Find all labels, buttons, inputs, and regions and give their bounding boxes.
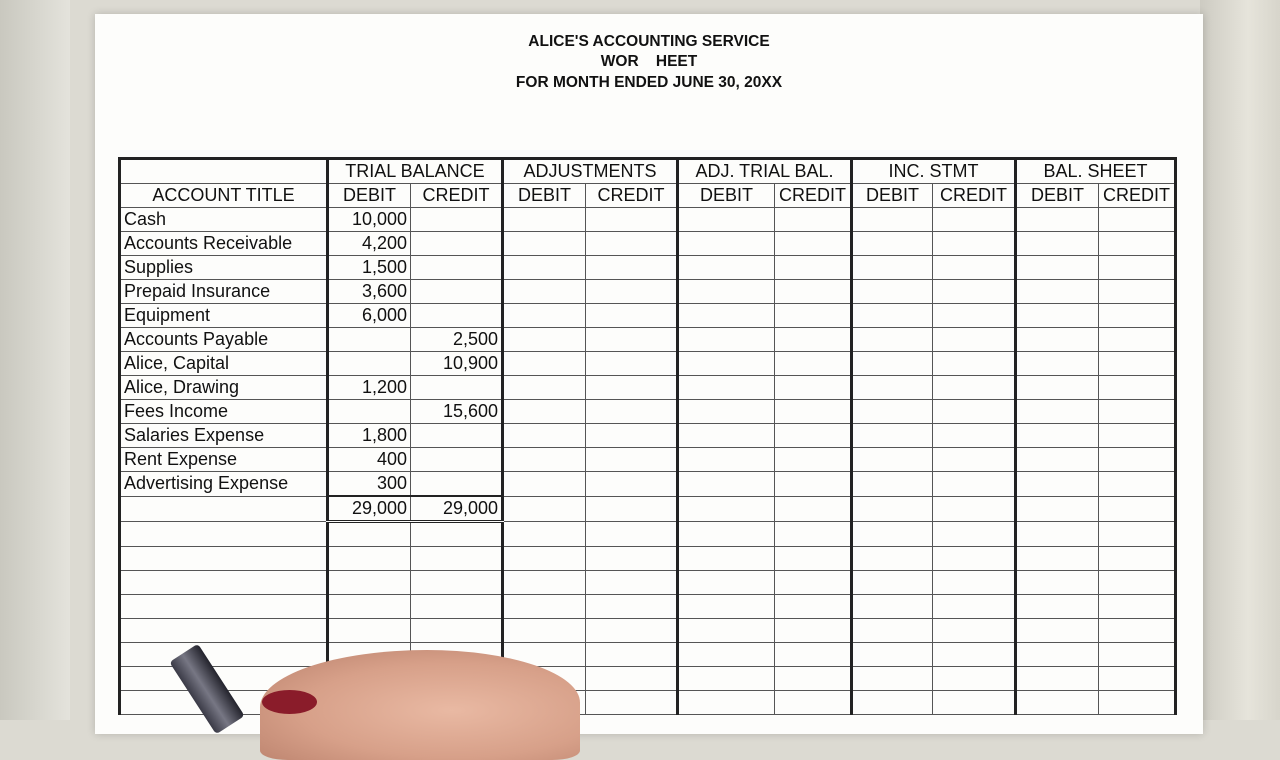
empty-cell — [1016, 571, 1099, 595]
account-title-header-blank — [120, 159, 328, 184]
empty-cell — [328, 522, 411, 547]
trial-balance-credit-cell — [411, 280, 503, 304]
empty-cell — [775, 352, 852, 376]
empty-cell — [1099, 376, 1176, 400]
empty-cell — [852, 496, 933, 522]
empty-cell — [678, 472, 775, 497]
empty-cell — [503, 448, 586, 472]
empty-cell — [586, 472, 678, 497]
empty-cell — [678, 232, 775, 256]
empty-cell — [1099, 400, 1176, 424]
empty-cell — [678, 400, 775, 424]
desk-background-right — [1200, 0, 1280, 720]
empty-cell — [1099, 522, 1176, 547]
blank-row — [120, 595, 1176, 619]
empty-cell — [503, 595, 586, 619]
trial-balance-credit-cell — [411, 208, 503, 232]
empty-cell — [503, 472, 586, 497]
empty-cell — [678, 256, 775, 280]
empty-cell — [503, 256, 586, 280]
empty-cell — [1099, 619, 1176, 643]
empty-cell — [503, 352, 586, 376]
account-title-cell: Advertising Expense — [120, 472, 328, 497]
account-title-cell: Rent Expense — [120, 448, 328, 472]
empty-cell — [411, 571, 503, 595]
trial-balance-debit-cell — [328, 328, 411, 352]
empty-cell — [1099, 208, 1176, 232]
empty-cell — [775, 595, 852, 619]
empty-cell — [852, 208, 933, 232]
account-title-cell: Alice, Capital — [120, 352, 328, 376]
empty-cell — [933, 643, 1016, 667]
empty-cell — [503, 208, 586, 232]
empty-cell — [1016, 352, 1099, 376]
empty-cell — [775, 424, 852, 448]
empty-cell — [120, 496, 328, 522]
empty-cell — [1016, 256, 1099, 280]
empty-cell — [1099, 472, 1176, 497]
empty-cell — [586, 595, 678, 619]
empty-cell — [586, 691, 678, 715]
empty-cell — [1099, 232, 1176, 256]
empty-cell — [1099, 547, 1176, 571]
total-credit-cell: 29,000 — [411, 496, 503, 522]
empty-cell — [586, 424, 678, 448]
empty-cell — [678, 691, 775, 715]
empty-cell — [852, 424, 933, 448]
empty-cell — [328, 571, 411, 595]
debit-header: DEBIT — [503, 184, 586, 208]
blank-row — [120, 643, 1176, 667]
debit-header: DEBIT — [1016, 184, 1099, 208]
table-row — [120, 376, 1176, 400]
trial-balance-debit-cell: 300 — [328, 472, 411, 497]
empty-cell — [678, 424, 775, 448]
empty-cell — [933, 595, 1016, 619]
empty-cell — [775, 667, 852, 691]
table-row — [120, 256, 1176, 280]
table-row — [120, 232, 1176, 256]
trial-balance-credit-cell — [411, 232, 503, 256]
empty-cell — [1099, 691, 1176, 715]
empty-cell — [775, 643, 852, 667]
group-header-adjustments: ADJUSTMENTS — [503, 159, 678, 184]
empty-cell — [678, 328, 775, 352]
empty-cell — [1099, 496, 1176, 522]
account-title-cell: Accounts Payable — [120, 328, 328, 352]
table-row — [120, 280, 1176, 304]
empty-cell — [503, 232, 586, 256]
column-header-row — [120, 184, 1176, 208]
trial-balance-debit-cell: 1,800 — [328, 424, 411, 448]
table-row — [120, 208, 1176, 232]
empty-cell — [775, 619, 852, 643]
empty-cell — [852, 472, 933, 497]
empty-cell — [775, 256, 852, 280]
empty-cell — [1016, 280, 1099, 304]
desk-background-left — [0, 0, 70, 720]
empty-cell — [1016, 522, 1099, 547]
empty-cell — [586, 522, 678, 547]
account-title-cell: Supplies — [120, 256, 328, 280]
empty-cell — [1099, 595, 1176, 619]
empty-cell — [503, 304, 586, 328]
trial-balance-debit-cell: 10,000 — [328, 208, 411, 232]
trial-balance-credit-cell — [411, 448, 503, 472]
group-header-row — [120, 159, 1176, 184]
empty-cell — [586, 400, 678, 424]
empty-cell — [328, 547, 411, 571]
empty-cell — [1016, 400, 1099, 424]
empty-cell — [120, 619, 328, 643]
account-title-cell: Accounts Receivable — [120, 232, 328, 256]
empty-cell — [586, 619, 678, 643]
empty-cell — [586, 376, 678, 400]
empty-cell — [852, 547, 933, 571]
empty-cell — [503, 522, 586, 547]
empty-cell — [933, 208, 1016, 232]
empty-cell — [1099, 448, 1176, 472]
debit-header: DEBIT — [852, 184, 933, 208]
empty-cell — [1016, 376, 1099, 400]
empty-cell — [678, 304, 775, 328]
account-title-header: ACCOUNT TITLE — [120, 184, 328, 208]
trial-balance-debit-cell: 4,200 — [328, 232, 411, 256]
empty-cell — [503, 547, 586, 571]
document-title: WOR HEET — [600, 53, 698, 70]
worksheet-paper — [95, 14, 1203, 734]
empty-cell — [678, 547, 775, 571]
empty-cell — [503, 328, 586, 352]
worksheet-table-container — [118, 157, 1177, 715]
trial-balance-credit-cell: 2,500 — [411, 328, 503, 352]
fingernail-photo-element — [262, 690, 317, 714]
trial-balance-debit-cell: 3,600 — [328, 280, 411, 304]
empty-cell — [586, 280, 678, 304]
empty-cell — [678, 619, 775, 643]
empty-cell — [1016, 328, 1099, 352]
empty-cell — [775, 547, 852, 571]
trial-balance-debit-cell: 1,200 — [328, 376, 411, 400]
empty-cell — [586, 232, 678, 256]
empty-cell — [1016, 304, 1099, 328]
empty-cell — [933, 352, 1016, 376]
empty-cell — [586, 571, 678, 595]
account-title-cell: Fees Income — [120, 400, 328, 424]
empty-cell — [852, 376, 933, 400]
account-title-cell: Equipment — [120, 304, 328, 328]
empty-cell — [586, 328, 678, 352]
trial-balance-debit-cell: 400 — [328, 448, 411, 472]
trial-balance-debit-cell — [328, 400, 411, 424]
empty-cell — [775, 400, 852, 424]
empty-cell — [328, 595, 411, 619]
empty-cell — [1099, 424, 1176, 448]
empty-cell — [586, 304, 678, 328]
empty-cell — [852, 232, 933, 256]
worksheet-table — [118, 157, 1177, 715]
table-row — [120, 472, 1176, 497]
empty-cell — [1099, 643, 1176, 667]
empty-cell — [120, 522, 328, 547]
empty-cell — [775, 304, 852, 328]
empty-cell — [411, 522, 503, 547]
empty-cell — [775, 496, 852, 522]
account-title-cell: Cash — [120, 208, 328, 232]
empty-cell — [586, 352, 678, 376]
empty-cell — [503, 280, 586, 304]
empty-cell — [1099, 667, 1176, 691]
empty-cell — [586, 448, 678, 472]
empty-cell — [503, 400, 586, 424]
empty-cell — [678, 595, 775, 619]
empty-cell — [852, 522, 933, 547]
empty-cell — [775, 208, 852, 232]
empty-cell — [678, 496, 775, 522]
account-title-cell: Salaries Expense — [120, 424, 328, 448]
empty-cell — [852, 352, 933, 376]
empty-cell — [933, 522, 1016, 547]
trial-balance-credit-cell: 10,900 — [411, 352, 503, 376]
empty-cell — [852, 400, 933, 424]
credit-header: CREDIT — [933, 184, 1016, 208]
blank-row — [120, 571, 1176, 595]
empty-cell — [328, 619, 411, 643]
empty-cell — [586, 256, 678, 280]
empty-cell — [586, 496, 678, 522]
empty-cell — [852, 280, 933, 304]
credit-header: CREDIT — [775, 184, 852, 208]
empty-cell — [933, 280, 1016, 304]
empty-cell — [678, 376, 775, 400]
empty-cell — [775, 448, 852, 472]
empty-cell — [933, 232, 1016, 256]
credit-header: CREDIT — [411, 184, 503, 208]
empty-cell — [503, 619, 586, 643]
empty-cell — [775, 328, 852, 352]
empty-cell — [1016, 496, 1099, 522]
empty-cell — [411, 619, 503, 643]
table-row — [120, 328, 1176, 352]
worksheet-body — [120, 208, 1176, 715]
table-row — [120, 424, 1176, 448]
empty-cell — [933, 496, 1016, 522]
empty-cell — [678, 667, 775, 691]
empty-cell — [852, 691, 933, 715]
empty-cell — [933, 256, 1016, 280]
empty-cell — [933, 304, 1016, 328]
trial-balance-credit-cell — [411, 472, 503, 497]
trial-balance-credit-cell — [411, 304, 503, 328]
empty-cell — [120, 595, 328, 619]
empty-cell — [1016, 448, 1099, 472]
empty-cell — [933, 472, 1016, 497]
empty-cell — [1099, 280, 1176, 304]
empty-cell — [1099, 328, 1176, 352]
account-title-cell: Prepaid Insurance — [120, 280, 328, 304]
empty-cell — [1016, 595, 1099, 619]
empty-cell — [933, 667, 1016, 691]
empty-cell — [852, 328, 933, 352]
totals-row — [120, 496, 1176, 522]
empty-cell — [1016, 643, 1099, 667]
empty-cell — [678, 208, 775, 232]
group-header-adj-trial-bal: ADJ. TRIAL BAL. — [678, 159, 852, 184]
empty-cell — [852, 643, 933, 667]
empty-cell — [1016, 472, 1099, 497]
table-row — [120, 448, 1176, 472]
company-title: ALICE'S ACCOUNTING SERVICE — [528, 33, 770, 50]
empty-cell — [933, 400, 1016, 424]
empty-cell — [1016, 232, 1099, 256]
empty-cell — [775, 472, 852, 497]
empty-cell — [1099, 304, 1176, 328]
empty-cell — [586, 667, 678, 691]
empty-cell — [933, 547, 1016, 571]
empty-cell — [852, 571, 933, 595]
empty-cell — [852, 448, 933, 472]
empty-cell — [411, 595, 503, 619]
empty-cell — [852, 256, 933, 280]
empty-cell — [678, 280, 775, 304]
empty-cell — [1099, 256, 1176, 280]
empty-cell — [1099, 352, 1176, 376]
total-debit-cell: 29,000 — [328, 496, 411, 522]
empty-cell — [1016, 424, 1099, 448]
empty-cell — [1016, 208, 1099, 232]
table-row — [120, 304, 1176, 328]
group-header-trial-balance: TRIAL BALANCE — [328, 159, 503, 184]
empty-cell — [933, 424, 1016, 448]
credit-header: CREDIT — [586, 184, 678, 208]
trial-balance-credit-cell — [411, 424, 503, 448]
empty-cell — [503, 571, 586, 595]
empty-cell — [120, 547, 328, 571]
trial-balance-debit-cell: 6,000 — [328, 304, 411, 328]
empty-cell — [775, 232, 852, 256]
empty-cell — [933, 691, 1016, 715]
empty-cell — [1016, 691, 1099, 715]
empty-cell — [503, 496, 586, 522]
trial-balance-credit-cell: 15,600 — [411, 400, 503, 424]
empty-cell — [678, 448, 775, 472]
empty-cell — [678, 643, 775, 667]
empty-cell — [586, 547, 678, 571]
table-row — [120, 400, 1176, 424]
empty-cell — [933, 328, 1016, 352]
debit-header: DEBIT — [678, 184, 775, 208]
empty-cell — [775, 571, 852, 595]
period-title: FOR MONTH ENDED JUNE 30, 20XX — [515, 74, 783, 91]
empty-cell — [120, 571, 328, 595]
debit-header: DEBIT — [328, 184, 411, 208]
empty-cell — [120, 643, 328, 667]
empty-cell — [775, 522, 852, 547]
empty-cell — [933, 448, 1016, 472]
empty-cell — [1016, 619, 1099, 643]
trial-balance-debit-cell: 1,500 — [328, 256, 411, 280]
empty-cell — [1099, 571, 1176, 595]
empty-cell — [775, 280, 852, 304]
empty-cell — [933, 571, 1016, 595]
credit-header: CREDIT — [1099, 184, 1176, 208]
empty-cell — [678, 522, 775, 547]
empty-cell — [1016, 667, 1099, 691]
empty-cell — [852, 667, 933, 691]
blank-row — [120, 619, 1176, 643]
trial-balance-debit-cell — [328, 352, 411, 376]
account-title-cell: Alice, Drawing — [120, 376, 328, 400]
empty-cell — [411, 547, 503, 571]
empty-cell — [678, 352, 775, 376]
empty-cell — [933, 376, 1016, 400]
empty-cell — [852, 304, 933, 328]
trial-balance-credit-cell — [411, 256, 503, 280]
empty-cell — [933, 619, 1016, 643]
empty-cell — [1016, 547, 1099, 571]
empty-cell — [775, 376, 852, 400]
empty-cell — [586, 208, 678, 232]
empty-cell — [586, 643, 678, 667]
group-header-bal-sheet: BAL. SHEET — [1016, 159, 1176, 184]
table-row — [120, 352, 1176, 376]
empty-cell — [852, 619, 933, 643]
empty-cell — [503, 424, 586, 448]
trial-balance-credit-cell — [411, 376, 503, 400]
empty-cell — [503, 376, 586, 400]
empty-cell — [678, 571, 775, 595]
group-header-inc-stmt: INC. STMT — [852, 159, 1016, 184]
blank-row — [120, 522, 1176, 547]
blank-row — [120, 547, 1176, 571]
empty-cell — [775, 691, 852, 715]
empty-cell — [852, 595, 933, 619]
